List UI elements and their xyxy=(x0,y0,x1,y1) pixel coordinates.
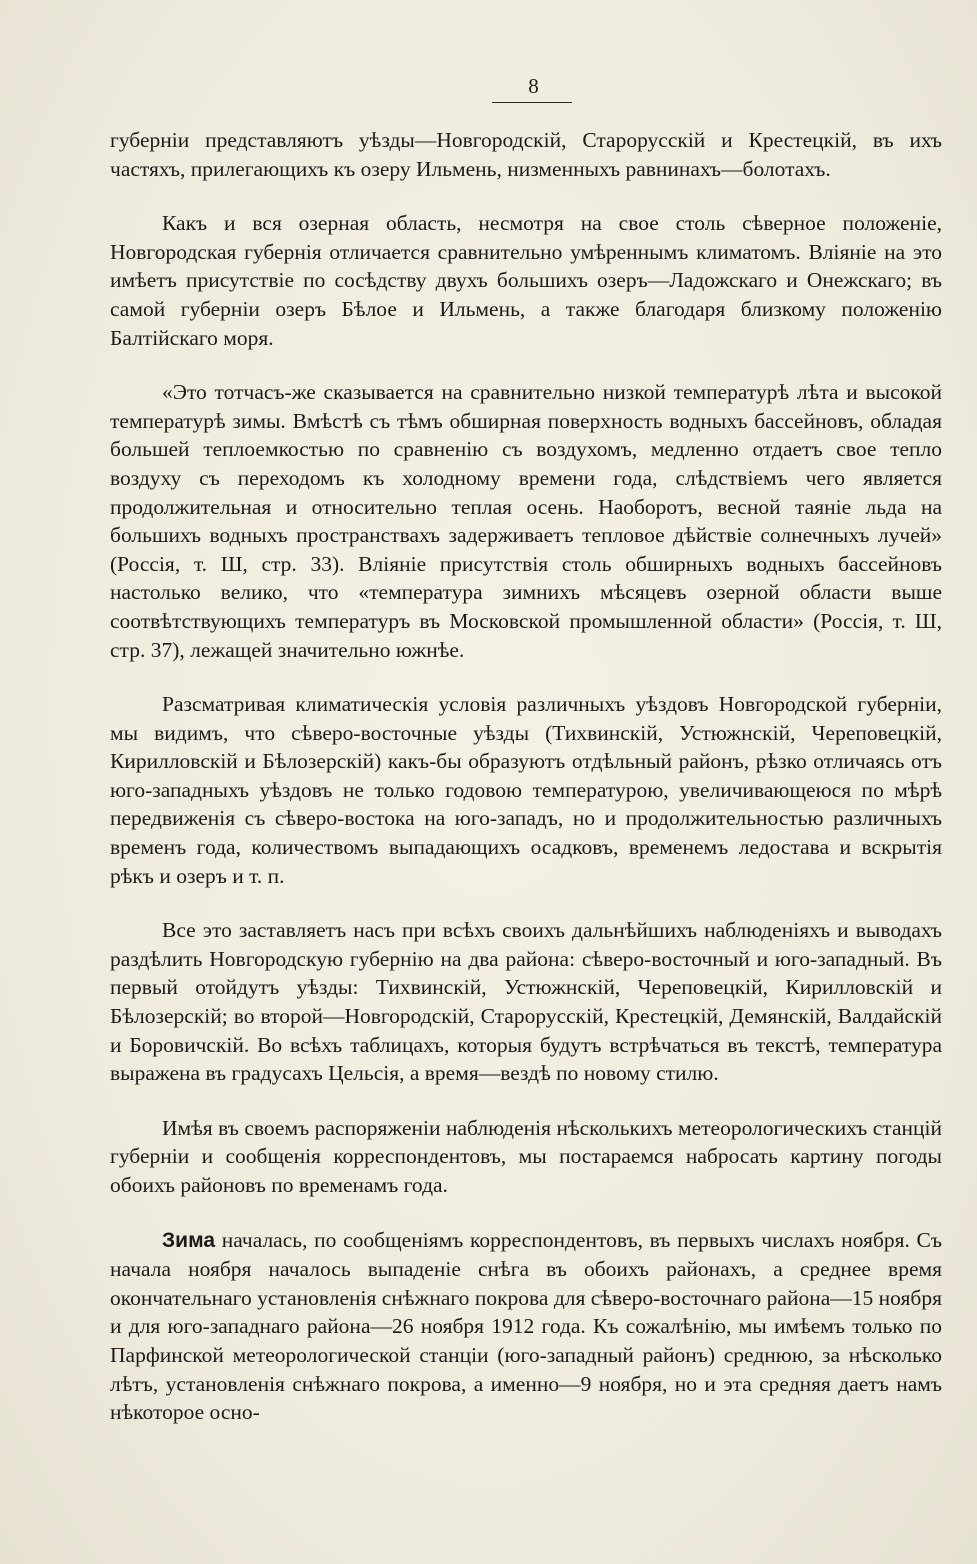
paragraph-5: Все это заставляетъ насъ при всѣхъ своихъ дальнѣйшихъ наблюденіяхъ и выводахъ раздѣлить Новгородскую губернію на два района: сѣверо-восточный и юго-западный. Въ первый отойдутъ уѣзды: Тихвинскій, Устюжнскій, Череповецкій, Кирилловскій и Бѣлозерскій; во второй—Новгородскій, Старорусскій, Крестецкій, Демянскій, Валдайскій и Боровичскій. Во всѣхъ таблицахъ, которыя будутъ встрѣчаться въ текстѣ, температура выражена въ градусахъ Цельсія, а время—вездѣ по новому стилю. xyxy=(110,918,942,1086)
paragraph-1: губерніи представляютъ уѣзды—Новгородскій, Старорусскій и Крестецкій, въ ихъ частяхъ, прилегающихъ къ озеру Ильмень, низменныхъ равнинахъ—болотахъ. xyxy=(110,128,942,181)
paragraph-7-text: началась, по сообщеніямъ корреспондентовъ, въ первыхъ числахъ ноября. Съ начала ноября началось выпаденіе снѣга въ обоихъ районахъ, а среднее время окончательнаго установленія снѣжнаго покрова для сѣверо-восточнаго района—15 ноября и для юго-западнаго района—26 ноября 1912 года. Къ сожалѣнію, мы имѣемъ только по Парфинской метеорологической станціи (юго-западный районъ) среднюю, за нѣсколько лѣтъ, установленія снѣжнаго покрова, а именно—9 ноября, но и эта средняя даетъ намъ нѣкоторое осно- xyxy=(110,1227,942,1425)
paragraph-2: Какъ и вся озерная область, несмотря на свое столь сѣверное положеніе, Новгородская губернія отличается сравнительно умѣреннымъ климатомъ. Вліяніе на это имѣетъ присутствіе по сосѣдству двухъ большихъ озеръ—Ладожскаго и Онежскаго; въ самой губерніи озеръ Бѣлое и Ильмень, а также благодаря близкому положенію Балтійскаго моря. xyxy=(110,211,942,350)
paragraph-6: Имѣя въ своемъ распоряженіи наблюденія нѣсколькихъ метеорологическихъ станцій губерніи и сообщенія корреспондентовъ, мы постараемся набросать картину погоды обоихъ районовъ по временамъ года. xyxy=(110,1115,942,1197)
paragraph-7 xyxy=(110,1226,942,1427)
page-number: 8 xyxy=(528,74,539,98)
body-text xyxy=(110,126,942,1453)
paragraph-3: «Это тотчасъ-же сказывается на сравнительно низкой температурѣ лѣта и высокой температурѣ зимы. Вмѣстѣ съ тѣмъ обширная поверхность водныхъ бассейновъ, обладая большей теплоемкостью по сравненію съ воздухомъ, медленно отдаетъ свое тепло воздуху съ переходомъ къ холодному времени года, слѣдствіемъ чего является продолжительная и относительно теплая осень. Наоборотъ, весной таяніе льда на большихъ водныхъ пространствахъ задерживаетъ тепловое дѣйствіе солнечныхъ лучей» (Россія, т. Ш, стр. 33). Вліяніе присутствія столь обширныхъ водныхъ бассейновъ настолько велико, что «температура зимнихъ мѣсяцевъ озерной области выше соотвѣтствующихъ температуръ въ Московской промышленной области» (Россія, т. Ш, стр. 37), лежащей значительно южнѣе. xyxy=(110,380,942,662)
paragraph-4: Разсматривая климатическія условія различныхъ уѣздовъ Новгородской губерніи, мы видимъ, что сѣверо-восточные уѣзды (Тихвинскій, Устюжнскій, Череповецкій, Кирилловскій и Бѣлозерскій) какъ-бы образуютъ отдѣльный районъ, рѣзко отличаясь отъ юго-западныхъ уѣздовъ не только годовою температурою, увеличивающеюся по мѣрѣ передвиженія съ сѣверо-востока на юго-западъ, но и продолжительностью различныхъ временъ года, количествомъ выпадающихъ осадковъ, временемъ ледостава и вскрытія рѣкъ и озеръ и т. п. xyxy=(110,692,942,888)
page-number-rule xyxy=(492,102,572,103)
section-lead-word: Зима xyxy=(162,1228,216,1252)
